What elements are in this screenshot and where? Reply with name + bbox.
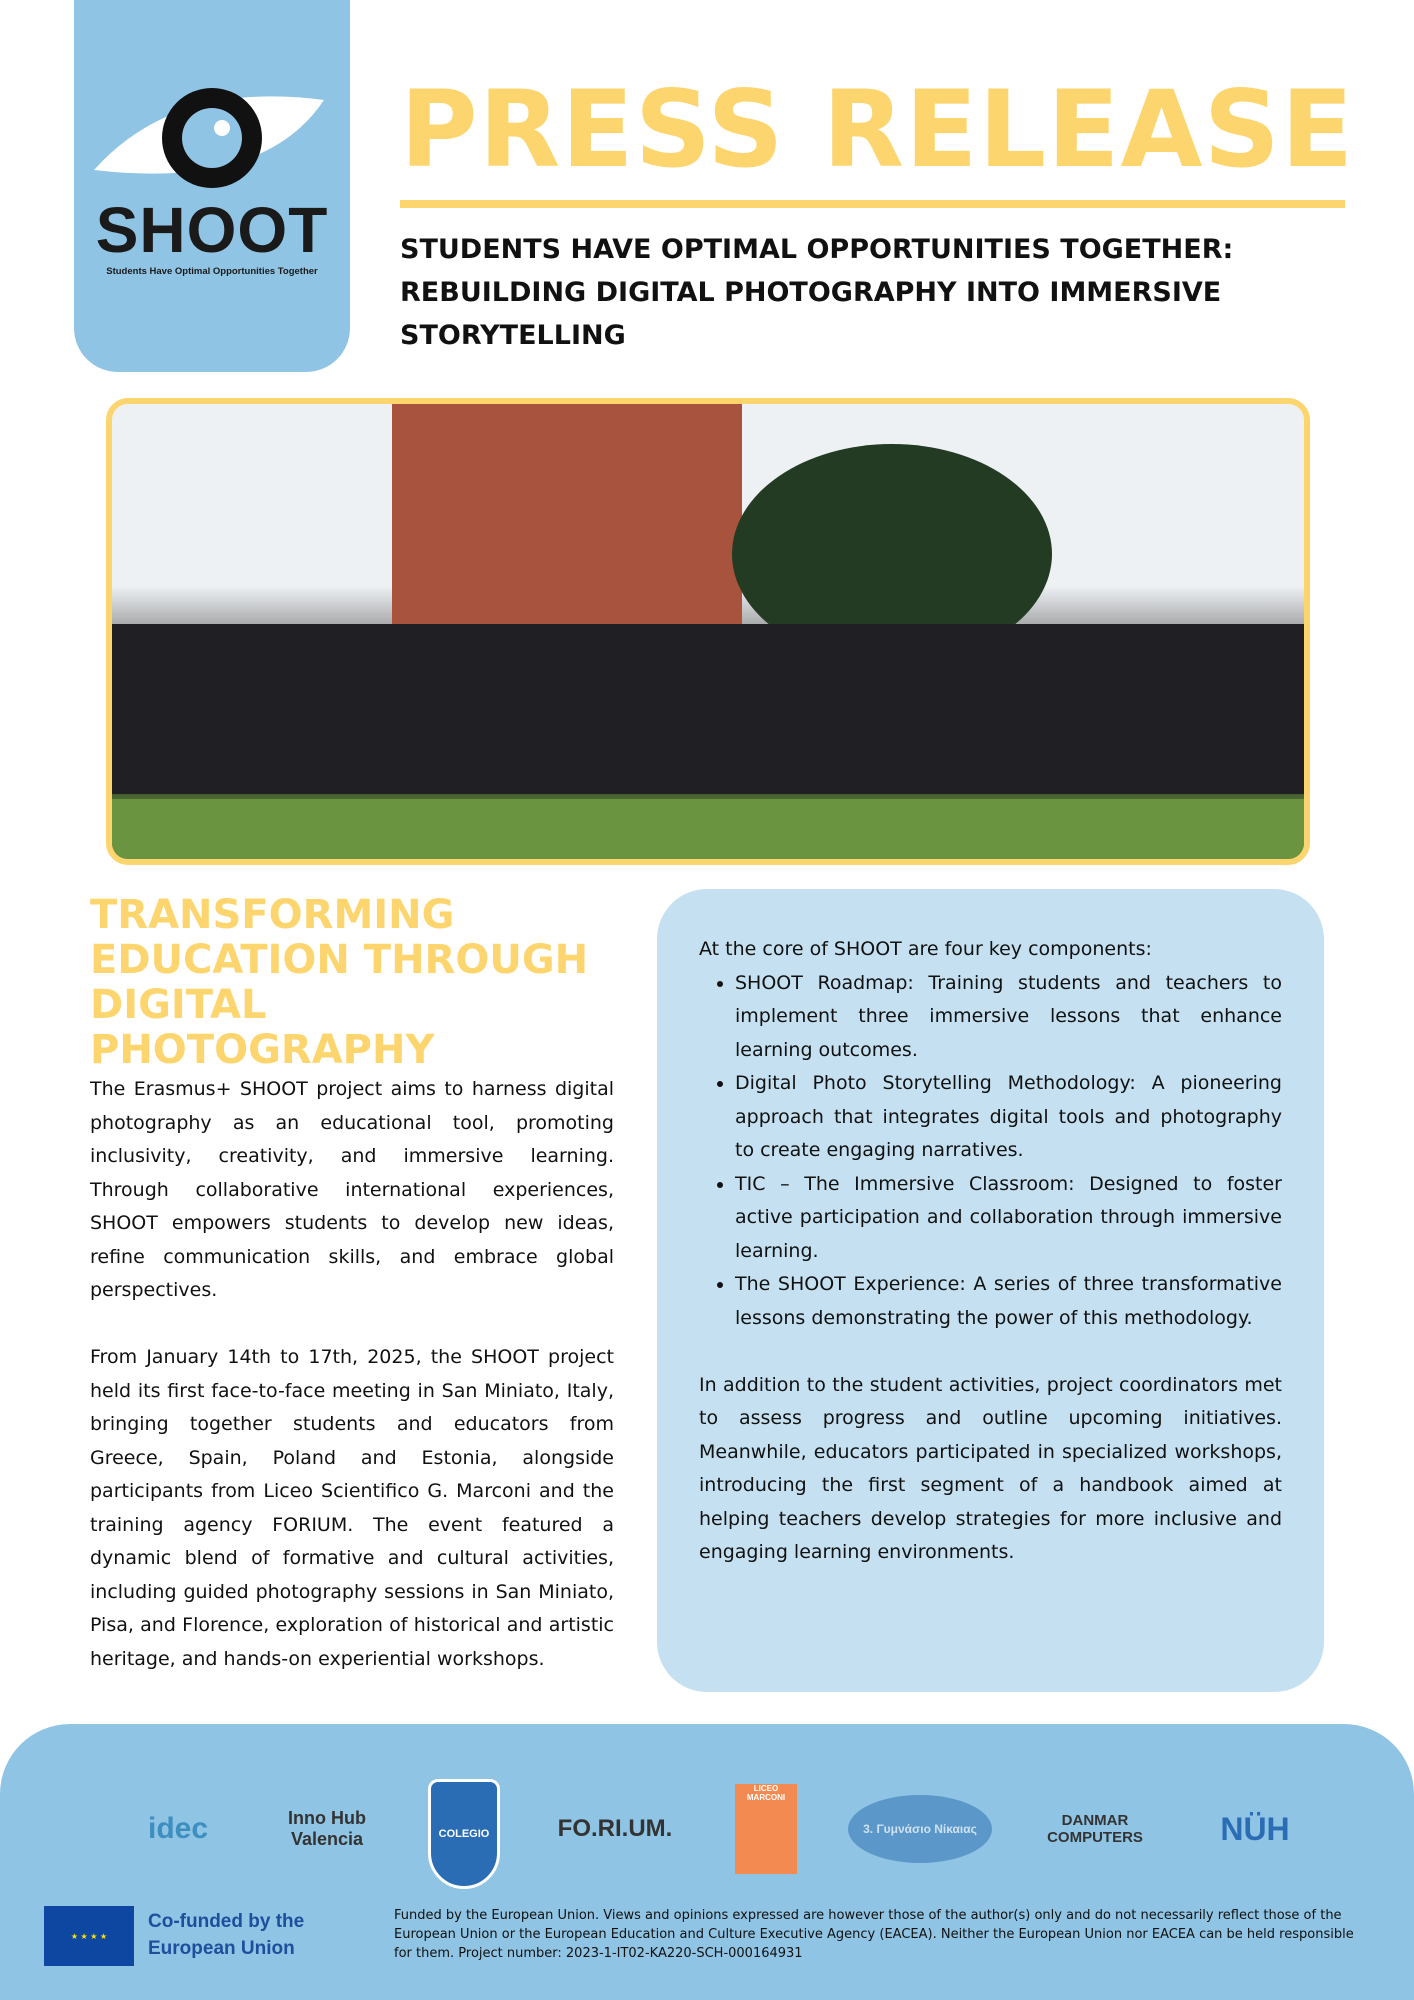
partner-logo-forium: FO.RI.UM. — [557, 1815, 673, 1842]
eu-cofunded-label: Co-funded by the European Union — [148, 1911, 305, 1959]
eu-flag-icon: ★ ★ ★ ★ — [44, 1906, 134, 1966]
partner-logo-nuh: NÜH — [1220, 1810, 1290, 1847]
partner-logo-colegio: COLEGIO — [428, 1779, 500, 1889]
page-subtitle: STUDENTS HAVE OPTIMAL OPPORTUNITIES TOGETHER: REBUILDING DIGITAL PHOTOGRAPHY INTO IMMERSIVE STORYTELLING — [400, 234, 1234, 351]
list-item: • The SHOOT Experience: A series of three transformative lessons demonstrating the power of this methodology. — [735, 1268, 1282, 1335]
components-box — [657, 889, 1324, 1692]
footer — [0, 1724, 1414, 2000]
partner-logo-gymnasio: 3. Γυμνάσιο Νίκαιας — [848, 1795, 992, 1863]
brick-tower — [392, 404, 742, 654]
components-intro: At the core of SHOOT are four key components: — [699, 938, 1152, 960]
group-photo — [106, 398, 1310, 865]
funding-disclaimer: Funded by the European Union. Views and opinions expressed are however those of the author(s) only and do not necessarily reflect those of the European Union or the European Education and Culture Executive Agency (EACEA). Neither the European Union nor EACEA can be held responsible for them. Project number: 2023-1-IT02-KA220-SCH-000164931 — [394, 1908, 1354, 1961]
section-heading: TRANSFORMING EDUCATION THROUGH DIGITAL PHOTOGRAPHY — [90, 892, 589, 1073]
list-item: • SHOOT Roadmap: Training students and teachers to implement three immersive lessons that enhance learning outcomes. — [735, 967, 1282, 1068]
page-title: PRESS RELEASE — [400, 68, 1355, 191]
eye-camera-icon — [84, 80, 340, 200]
left-column — [90, 893, 614, 1676]
logo-tagline: Students Have Optimal Opportunities Together — [106, 266, 318, 277]
partner-logo-innohub: Inno Hub Valencia — [288, 1808, 366, 1849]
partner-logo-liceo-marconi: LICEO MARCONI — [735, 1784, 797, 1874]
title-divider — [400, 200, 1345, 208]
paragraph-meeting: From January 14th to 17th, 2025, the SHOOT project held its first face-to-face meeting in San Miniato, Italy, bringing together students and educators from Greece, Spain, Poland and Estonia, alongside participants from Liceo Scientifico G. Marconi and the training agency FORIUM. The event featured a dynamic blend of formative and cultural activities, including guided photography sessions in San Miniato, Pisa, and Florence, exploration of historical and artistic heritage, and hands-on experiential workshops. — [90, 1346, 614, 1670]
paragraph-intro: The Erasmus+ SHOOT project aims to harness digital photography as an educational tool, promoting inclusivity, creativity, and immersive learning. Through collaborative international experiences, SHOOT empowers students to develop new ideas, refine communication skills, and embrace global perspectives. — [90, 1078, 614, 1301]
grass — [112, 799, 1304, 859]
list-item: • Digital Photo Storytelling Methodology: A pioneering approach that integrates digital tools and photography to create engaging narratives. — [735, 1067, 1282, 1168]
shoot-logo — [74, 0, 350, 372]
partner-logo-danmar: DANMAR COMPUTERS — [1047, 1812, 1143, 1846]
student-group — [112, 624, 1304, 794]
partner-logo-idec: idec — [147, 1812, 209, 1845]
logo-word: SHOOT — [95, 194, 329, 266]
list-item: • TIC – The Immersive Classroom: Designed to foster active participation and collaboration through immersive learning. — [735, 1168, 1282, 1269]
components-list — [735, 967, 1282, 1336]
paragraph-coordinators: In addition to the student activities, project coordinators met to assess progress and outline upcoming initiatives. Meanwhile, educators participated in specialized workshops, introducing the first segment of a handbook aimed at helping teachers develop strategies for more inclusive and engaging learning environments. — [699, 1373, 1282, 1563]
